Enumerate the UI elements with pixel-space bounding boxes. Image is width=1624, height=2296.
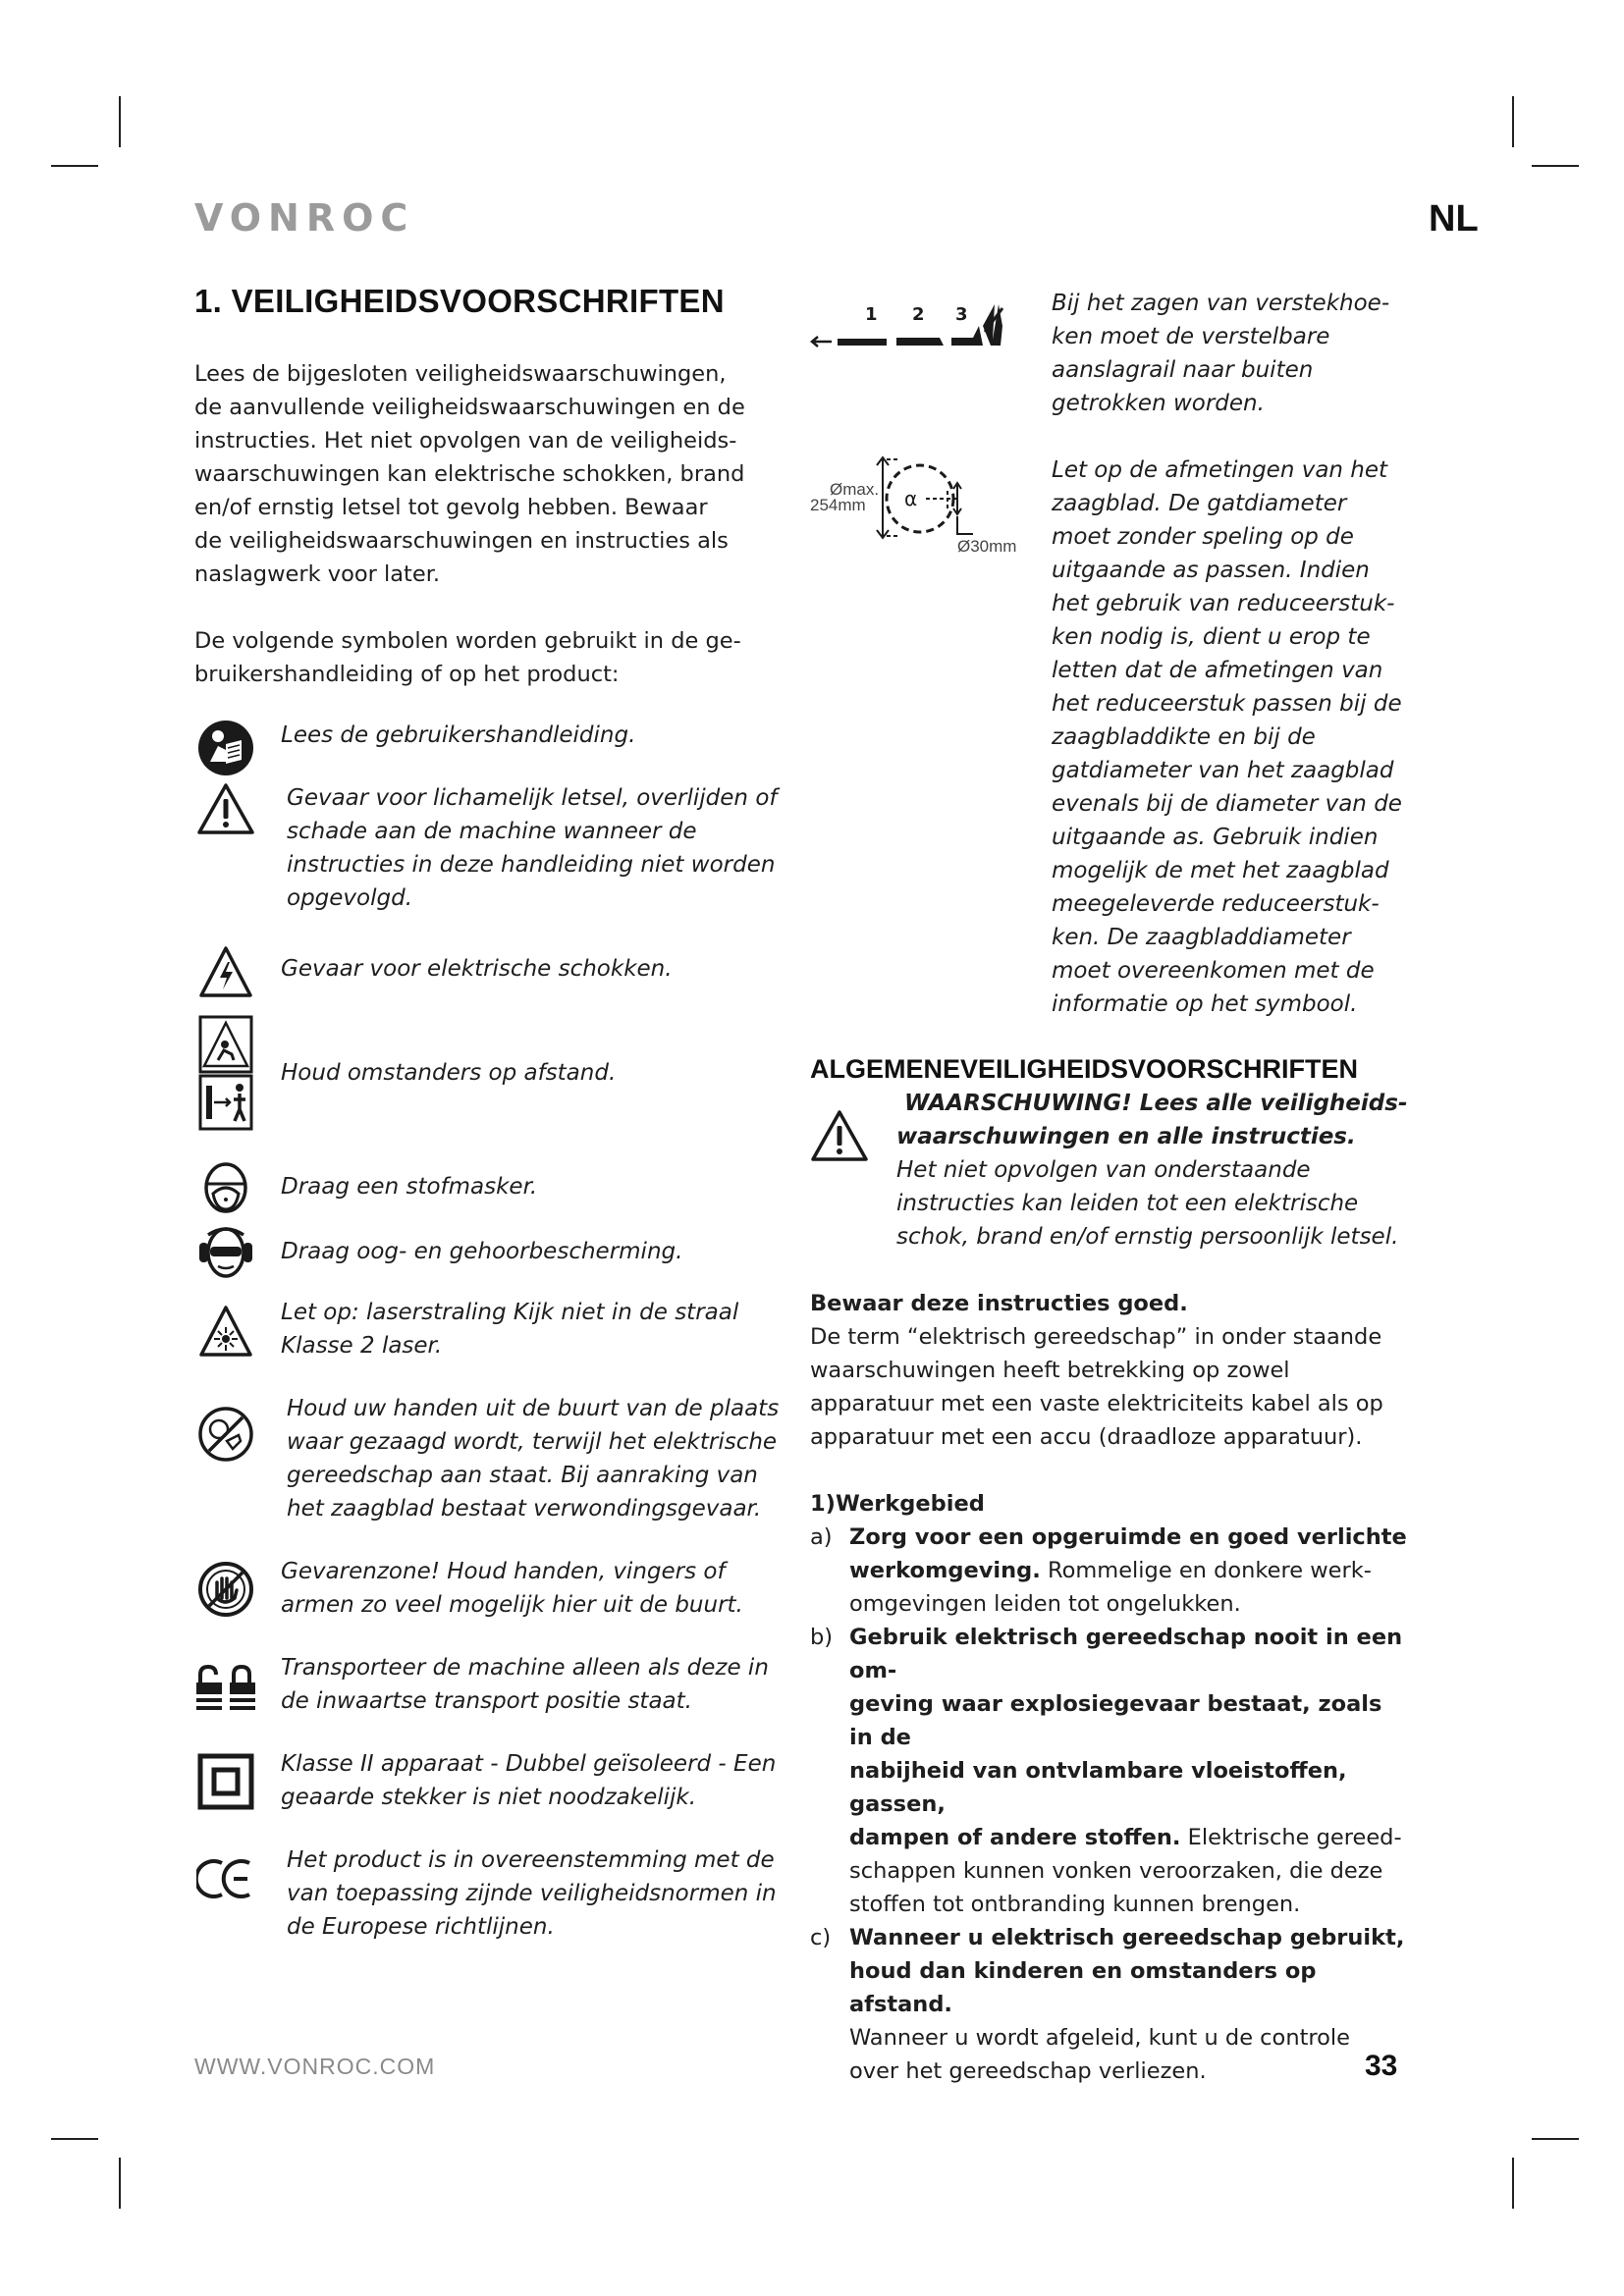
laser-icon (194, 1296, 257, 1359)
bystanders-icon (194, 1015, 257, 1131)
eye-ear-protection-icon (194, 1225, 257, 1280)
section-title: 1. VEILIGHEIDSVOORSCHRIFTEN (194, 283, 725, 319)
symbol-row (194, 1747, 784, 1814)
blade-dim-max: Ømax. (830, 480, 880, 499)
fence-diagram-icon (810, 287, 1026, 365)
list-item (810, 1621, 1409, 1921)
crop-mark (1512, 96, 1514, 147)
warning-triangle-icon (810, 1108, 869, 1163)
symbol-text: Let op: laserstraling Kijk niet in de straal Klasse 2 laser. (281, 1300, 739, 1359)
warning-block (810, 1087, 1409, 1254)
crop-mark (1532, 165, 1579, 167)
list-item-bold: Wanneer u elektrisch gereedschap gebruikt, houd dan kinderen en omstanders op afstand. (849, 1925, 1405, 2017)
crop-mark (1512, 2158, 1514, 2209)
symbol-row (194, 1843, 784, 1944)
warning-heading: WAARSCHUWING! Lees alle veiligheids- waarschuwingen en alle instructies. (896, 1091, 1408, 1149)
symbol-row (194, 1651, 784, 1718)
list-item-text: Rommelige en donkere werk- omgevingen leiden tot ongelukken. (849, 1558, 1372, 1617)
symbol-row (194, 719, 784, 752)
warning-triangle-icon (194, 781, 257, 836)
blade-text: Let op de afmetingen van het zaagblad. De gatdiameter moet zonder speling op de uitgaande as passen. Indien het gebruik van reduceerstuk- ken nodig is, dient u erop te letten dat de afmetingen van het reduceerstuk passen bij de zaagbladdikte en bij de gatdiameter van het zaagblad evenals bij de diameter van de uitgaande as. Gebruik indien mogelijk de met het zaagblad meegeleverde reduceerstuk- ken. De zaagbladdiameter moet overeenkomen met de informatie op het symbool. (1052, 457, 1402, 1017)
symbols-intro: De volgende symbolen worden gebruikt in de ge- bruikershandleiding of op het product: (194, 628, 741, 687)
language-code: NL (1429, 198, 1479, 240)
electric-shock-icon (194, 944, 257, 999)
symbol-text: Lees de gebruikershandleiding. (281, 722, 636, 748)
symbol-row (194, 1555, 784, 1622)
list-item-text: Elektrische gereed- schappen kunnen vonken veroorzaken, die deze stoffen tot ontbranding kunnen brengen. (849, 1825, 1402, 1917)
blade-arbor: Ø30mm (957, 537, 1017, 556)
blade-symbol (810, 454, 1409, 1021)
right-column (810, 277, 1409, 2088)
symbol-text: Houd uw handen uit de buurt van de plaats waar gezaagd wordt, terwijl het elektrische gereedschap aan staat. Bij aanraking van het zaagblad bestaat verwondingsgevaar. (287, 1396, 780, 1522)
class-ii-icon (194, 1747, 257, 1810)
intro-paragraph: Lees de bijgesloten veiligheidswaarschuwingen, de aanvullende veiligheidswaarschuwingen en de instructies. Het niet opvolgen van de veiligheids- waarschuwingen kan elektrische schokken, brand en/of ernstig letsel tot gevolg hebben. Bewaar de veiligheidswaarschuwingen en instructies als naslagwerk voor later. (194, 361, 745, 587)
brand-logo: VONROC (194, 196, 415, 240)
symbol-text: Klasse II apparaat - Dubbel geïsoleerd - Een geaarde stekker is niet noodzakelijk. (281, 1751, 777, 1810)
general-safety-title: ALGEMENEVEILIGHEIDSVOORSCHRIFTEN (810, 1054, 1359, 1084)
symbol-text: Het product is in overeenstemming met de van toepassing zijnde veiligheidsnormen in de Europese richtlijnen. (287, 1847, 777, 1940)
page-number: 33 (1365, 2050, 1398, 2082)
blade-dimensions-icon (810, 454, 1026, 561)
crop-mark (51, 2138, 98, 2140)
list-item-bold: Zorg voor een opgeruimde en goed verlichte werkomgeving. (849, 1524, 1407, 1583)
list-item (810, 1521, 1409, 1621)
fence-label-2: 2 (912, 304, 925, 325)
manual-icon (194, 719, 257, 777)
list-item-bold: Gebruik elektrisch gereedschap nooit in een om- geving waar explosiegevaar bestaat, zoals in de nabijheid van ontvlambare vloeistoffen, gassen, dampen of andere stoffen. (849, 1625, 1403, 1850)
symbol-text: Houd omstanders op afstand. (281, 1060, 617, 1086)
svg-text:α: α (904, 487, 918, 510)
symbol-text: Draag oog- en gehoorbescherming. (281, 1239, 683, 1264)
work-area-title: 1)Werkgebied (810, 1491, 985, 1517)
fence-label-1: 1 (865, 304, 878, 325)
list-item-label: b) (810, 1625, 834, 1650)
symbol-text: Gevaar voor lichamelijk letsel, overlijden of schade aan de machine wanneer de instructies in deze handleiding niet worden opgevolgd. (287, 785, 778, 911)
symbol-row (194, 1296, 784, 1362)
symbol-text: Gevarenzone! Houd handen, vingers of armen zo veel mogelijk hier uit de buurt. (281, 1559, 743, 1618)
symbol-row (194, 781, 784, 915)
left-column (194, 277, 784, 1973)
symbol-row (194, 1015, 784, 1133)
crop-mark (119, 2158, 121, 2209)
symbol-row (194, 1392, 784, 1525)
symbol-row (194, 1225, 784, 1268)
fence-symbol (810, 287, 1409, 420)
blade-dim-value: 254mm (810, 496, 866, 514)
list-item (810, 1921, 1409, 2088)
crop-mark (119, 96, 121, 147)
crop-mark (1532, 2138, 1579, 2140)
symbol-text: Draag een stofmasker. (281, 1174, 538, 1200)
list-item-text: Wanneer u wordt afgeleid, kunt u de controle over het gereedschap verliezen. (849, 2025, 1351, 2084)
fence-label-3: 3 (955, 304, 968, 325)
hands-away-blade-icon (194, 1392, 257, 1463)
crop-mark (51, 165, 98, 167)
fence-text: Bij het zagen van verstekhoe- ken moet de verstelbare aanslagrail naar buiten getrokken worden. (1052, 291, 1390, 416)
dust-mask-icon (194, 1160, 257, 1215)
symbol-row (194, 1160, 784, 1203)
symbol-text: Gevaar voor elektrische schokken. (281, 956, 673, 982)
symbol-row (194, 944, 784, 986)
list-item-label: a) (810, 1524, 833, 1550)
list-item-label: c) (810, 1925, 832, 1950)
symbol-text: Transporteer de machine alleen als deze in de inwaartse transport positie staat. (281, 1655, 769, 1714)
footer-url: WWW.VONROC.COM (194, 2054, 436, 2079)
keep-instructions-title: Bewaar deze instructies goed. (810, 1291, 1188, 1316)
transport-lock-icon (194, 1651, 257, 1712)
danger-zone-hand-icon (194, 1555, 257, 1618)
warning-text: Het niet opvolgen van onderstaande instructies kan leiden tot een elektrische schok, brand en/of ernstig persoonlijk letsel. (896, 1157, 1399, 1250)
ce-mark-icon (194, 1843, 257, 1900)
keep-instructions-text: De term “elektrisch gereedschap” in onder staande waarschuwingen heeft betrekking op zowel apparatuur met een vaste elektriciteits kabel als op apparatuur met een accu (draadloze apparatuur). (810, 1324, 1383, 1450)
